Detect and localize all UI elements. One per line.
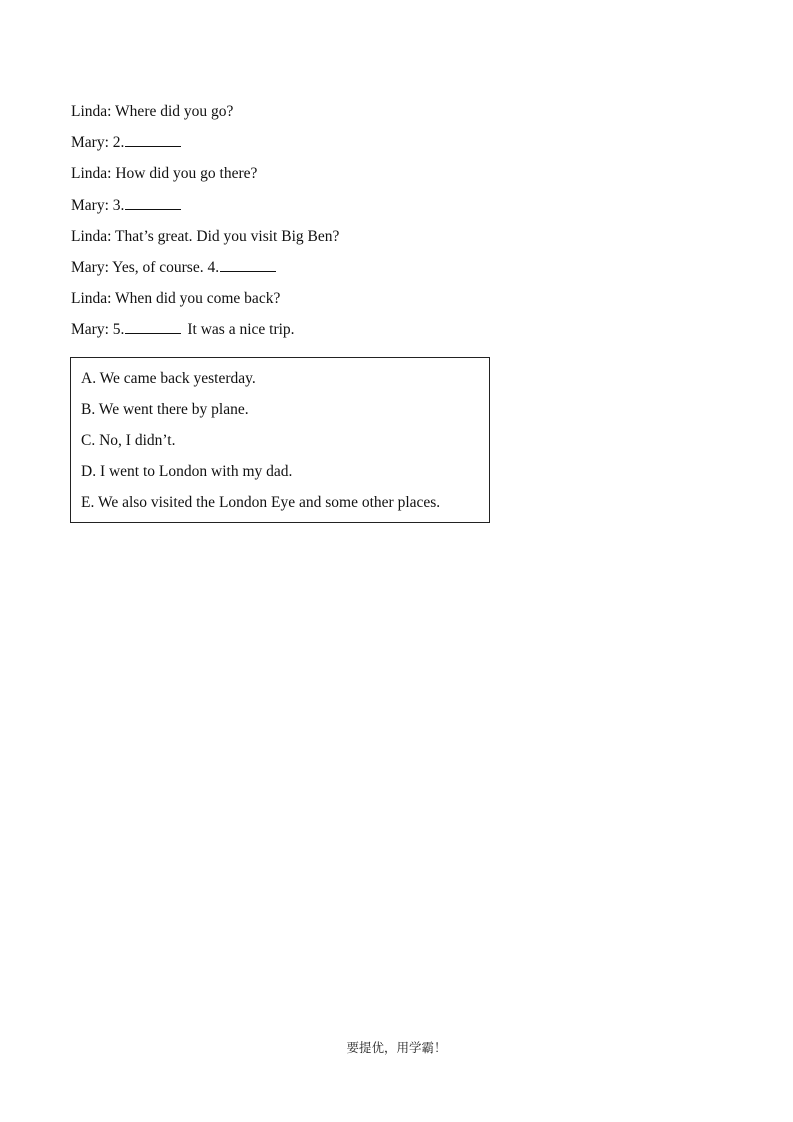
dialogue-text: Linda: How did you go there?	[71, 165, 258, 183]
dialogue-line	[71, 225, 671, 256]
options-box	[70, 357, 490, 523]
dialogue-text: Mary: 2.	[71, 134, 125, 152]
answer-blank-3[interactable]	[125, 194, 181, 210]
dialogue-text: Linda: Where did you go?	[71, 103, 234, 120]
dialogue-text: Mary: 3.	[71, 196, 125, 214]
dialogue-line	[71, 318, 671, 349]
answer-blank-4[interactable]	[220, 256, 276, 272]
option-e: E. We also visited the London Eye and some other places.	[81, 494, 441, 511]
dialogue-text: Mary: Yes, of course. 4.	[71, 258, 220, 276]
dialogue-line	[71, 131, 671, 162]
dialogue-text: Linda: That’s great. Did you visit Big Ben?	[71, 227, 340, 245]
dialogue-line	[71, 194, 671, 225]
option-c: C. No, I didn’t.	[81, 432, 176, 449]
dialogue-trailing-text: It was a nice trip.	[187, 321, 295, 339]
option-b: B. We went there by plane.	[81, 401, 249, 418]
dialogue-line	[71, 100, 671, 131]
dialogue-line	[71, 256, 671, 287]
option-d: D. I went to London with my dad.	[81, 463, 293, 480]
dialogue	[71, 100, 671, 350]
option-a: A. We came back yesterday.	[81, 370, 256, 387]
dialogue-text: Mary: 5.	[71, 321, 125, 339]
dialogue-text: Linda: When did you come back?	[71, 290, 281, 308]
answer-blank-5[interactable]	[125, 318, 181, 334]
answer-blank-2[interactable]	[125, 131, 181, 147]
dialogue-line	[71, 162, 671, 193]
dialogue-line	[71, 287, 671, 318]
page-footer: 要提优，用学霸！	[346, 1040, 447, 1055]
